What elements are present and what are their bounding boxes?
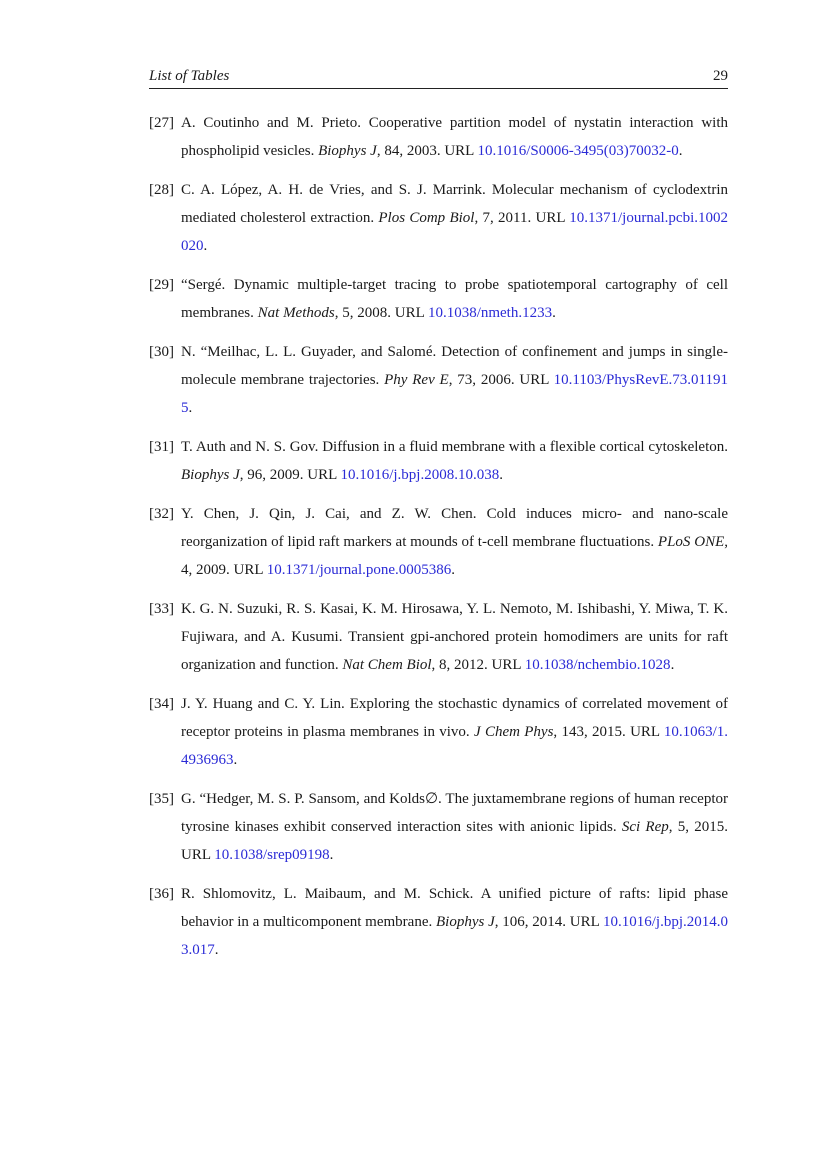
- reference-text: G. “Hedger, M. S. P. Sansom, and Kolds∅. The juxtamembrane regions of human receptor tyrosine kinases exhibit conserved interaction sites with anionic lipids.: [181, 791, 728, 835]
- reference-details: , 73, 2006. URL: [448, 372, 554, 388]
- reference-text: K. G. N. Suzuki, R. S. Kasai, K. M. Hirosawa, Y. L. Nemoto, M. Ishibashi, Y. Miwa, T. K. Fujiwara, and A. Kusumi. Transient gpi-anchored protein homodimers are units for raft organization and function.: [181, 601, 728, 673]
- reference-journal: Plos Comp Biol: [378, 210, 475, 226]
- reference-doi-link[interactable]: 10.1016/j.bpj.2014.03.017: [181, 914, 728, 958]
- reference-item: [149, 690, 728, 774]
- reference-details: , 84, 2003. URL: [376, 143, 478, 159]
- reference-end: .: [678, 143, 683, 159]
- reference-number: [32]: [149, 506, 174, 522]
- reference-doi-link[interactable]: 10.1371/journal.pcbi.1002020: [181, 210, 728, 254]
- reference-number: [31]: [149, 439, 174, 455]
- reference-details: , 96, 2009. URL: [239, 467, 341, 483]
- page-number: 29: [713, 68, 728, 84]
- reference-text: Y. Chen, J. Qin, J. Cai, and Z. W. Chen. Cold induces micro- and nano-scale reorganization of lipid raft markers at mounds of t-cell membrane fluctuations.: [181, 506, 728, 550]
- reference-journal: Sci Rep: [621, 819, 669, 835]
- reference-details: , 143, 2015. URL: [553, 724, 664, 740]
- reference-journal: Nat Chem Biol: [342, 657, 432, 673]
- reference-text: C. A. López, A. H. de Vries, and S. J. Marrink. Molecular mechanism of cyclodextrin mediated cholesterol extraction.: [181, 182, 728, 226]
- reference-end: .: [552, 305, 556, 321]
- reference-text: N. “Meilhac, L. L. Guyader, and Salomé. Detection of confinement and jumps in single-molecule membrane trajectories.: [181, 344, 728, 388]
- reference-doi-link[interactable]: 10.1103/PhysRevE.73.011915: [181, 372, 728, 416]
- reference-doi-link[interactable]: 10.1016/S0006-3495(03)70032-0: [477, 143, 679, 159]
- reference-doi-link[interactable]: 10.1371/journal.pone.0005386: [266, 562, 452, 578]
- reference-item: [149, 433, 728, 489]
- reference-item: [149, 500, 728, 584]
- reference-doi-link[interactable]: 10.1038/srep09198: [214, 847, 330, 863]
- reference-text: T. Auth and N. S. Gov. Diffusion in a fluid membrane with a flexible cortical cytoskeleton.: [181, 439, 728, 455]
- reference-item: [149, 271, 728, 327]
- header-title: List of Tables: [149, 68, 230, 84]
- reference-text: J. Y. Huang and C. Y. Lin. Exploring the stochastic dynamics of correlated movement of receptor proteins in plasma membranes in vivo.: [181, 696, 728, 740]
- reference-journal: Nat Methods: [257, 305, 335, 321]
- reference-item: [149, 785, 728, 869]
- reference-item: [149, 595, 728, 679]
- reference-end: .: [214, 942, 219, 958]
- reference-journal: J Chem Phys: [473, 724, 554, 740]
- reference-number: [27]: [149, 115, 174, 131]
- reference-number: [29]: [149, 277, 174, 293]
- running-header: [149, 66, 728, 89]
- reference-end: .: [499, 467, 503, 483]
- reference-end: .: [670, 657, 675, 673]
- reference-end: .: [233, 752, 238, 768]
- reference-details: , 8, 2012. URL: [431, 657, 525, 673]
- reference-text: “Sergé. Dynamic multiple-target tracing to probe spatiotemporal cartography of cell membranes.: [181, 277, 728, 321]
- reference-journal: Biophys J: [435, 914, 495, 930]
- reference-list: [149, 109, 728, 975]
- reference-item: [149, 880, 728, 964]
- reference-number: [30]: [149, 344, 174, 360]
- reference-journal: Phy Rev E: [384, 372, 449, 388]
- reference-journal: Biophys J: [318, 143, 377, 159]
- reference-journal: PLoS ONE: [657, 534, 725, 550]
- reference-item: [149, 109, 728, 165]
- reference-journal: Biophys J: [181, 467, 240, 483]
- reference-end: .: [188, 400, 193, 416]
- reference-item: [149, 338, 728, 422]
- reference-text: R. Shlomovitz, L. Maibaum, and M. Schick. A unified picture of rafts: lipid phase behavior in a multicomponent membrane.: [181, 886, 728, 930]
- reference-end: .: [329, 847, 334, 863]
- reference-number: [36]: [149, 886, 174, 902]
- reference-doi-link[interactable]: 10.1063/1.4936963: [181, 724, 728, 768]
- reference-end: .: [203, 238, 208, 254]
- reference-doi-link[interactable]: 10.1038/nchembio.1028: [524, 657, 671, 673]
- reference-number: [28]: [149, 182, 174, 198]
- reference-number: [35]: [149, 791, 174, 807]
- reference-details: , 5, 2008. URL: [334, 305, 428, 321]
- reference-doi-link[interactable]: 10.1016/j.bpj.2008.10.038: [340, 467, 500, 483]
- reference-doi-link[interactable]: 10.1038/nmeth.1233: [427, 305, 553, 321]
- reference-text: A. Coutinho and M. Prieto. Cooperative partition model of nystatin interaction with phospholipid vesicles.: [181, 115, 728, 159]
- reference-number: [34]: [149, 696, 174, 712]
- reference-details: , 7, 2011. URL: [474, 210, 570, 226]
- reference-end: .: [451, 562, 456, 578]
- reference-details: , 106, 2014. URL: [494, 914, 603, 930]
- reference-details: , 4, 2009. URL: [181, 534, 728, 578]
- reference-details: , 5, 2015. URL: [181, 819, 728, 863]
- reference-item: [149, 176, 728, 260]
- reference-number: [33]: [149, 601, 174, 617]
